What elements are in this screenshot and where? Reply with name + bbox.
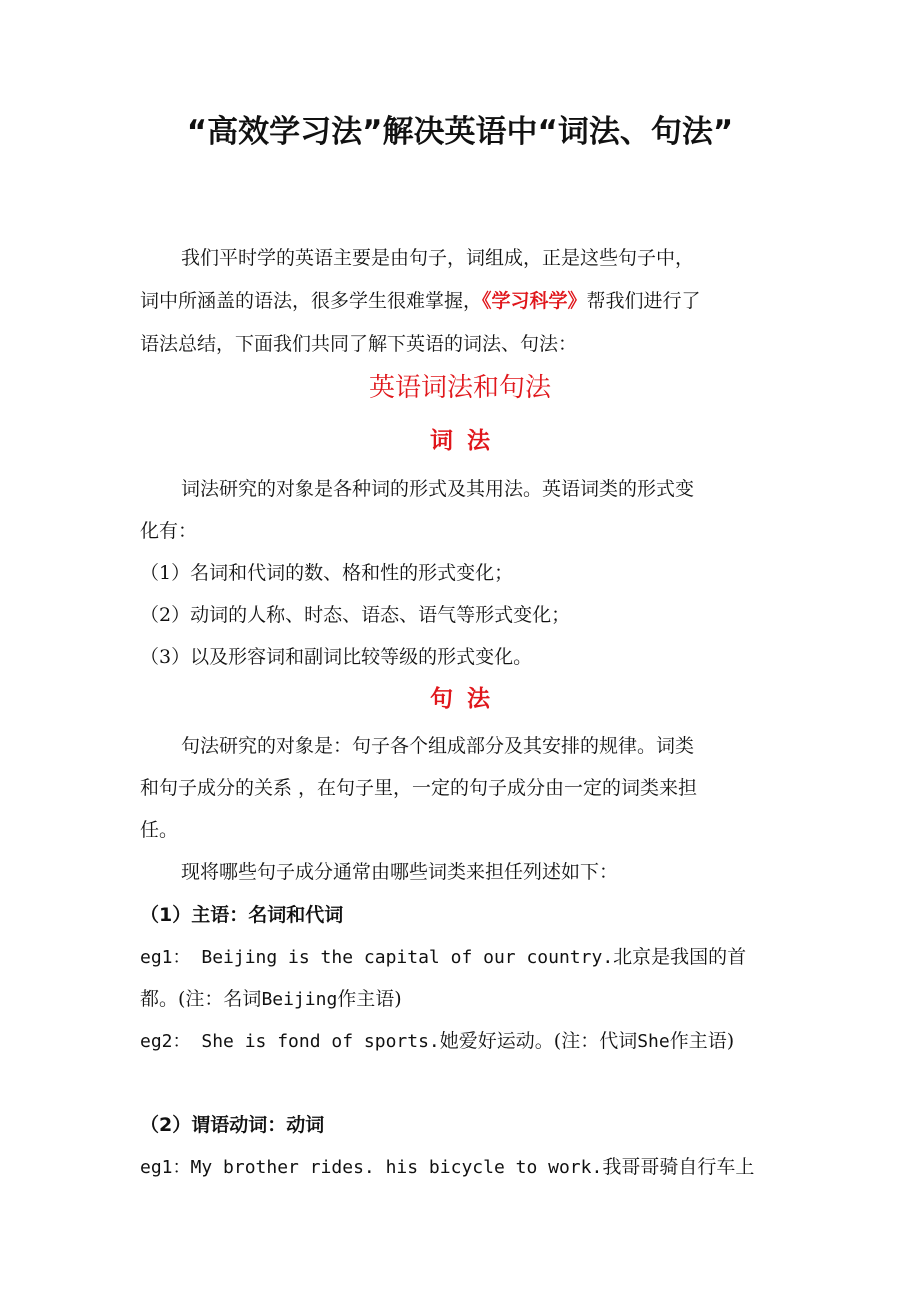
subject-section-heading: （1）主语：名词和代词	[140, 904, 344, 926]
intro-line-2-start: 词中所涵盖的语法，很多学生很难掌握，	[140, 290, 483, 312]
morphology-heading: 词法	[430, 428, 504, 454]
subject-example-1-continued	[140, 986, 402, 1013]
example-chinese: 她爱好运动。	[439, 1030, 554, 1052]
syntax-para-line-1: 句法研究的对象是：句子各个组成部分及其安排的规律。词类	[181, 735, 695, 757]
example-note-start: (注：名词	[178, 988, 262, 1010]
example-note-word: Beijing	[261, 989, 338, 1010]
predicate-section-heading: （2）谓语动词：动词	[140, 1114, 325, 1136]
morphology-para-line-1: 词法研究的对象是各种词的形式及其用法。英语词类的形式变	[181, 478, 695, 500]
syntax-list-intro: 现将哪些句子成分通常由哪些词类来担任列述如下：	[181, 861, 619, 883]
morphology-item-3: （3）以及形容词和副词比较等级的形式变化。	[140, 646, 533, 668]
morphology-para-line-2: 化有：	[140, 520, 198, 542]
example-label: eg1：	[140, 947, 191, 968]
subject-example-2	[140, 1028, 734, 1055]
syntax-para-line-2: 和句子成分的关系 ，在句子里，一定的句子成分由一定的词类来担	[140, 777, 698, 799]
example-note-start: (注：代词	[553, 1030, 638, 1052]
example-english: My brother rides. his bicycle to work.	[190, 1157, 603, 1178]
example-english: She is fond of sports.	[190, 1031, 440, 1052]
example-note-end: 作主语)	[669, 1030, 735, 1052]
intro-line-2-end: 帮我们进行了	[586, 290, 701, 312]
example-chinese: 北京是我国的首	[613, 946, 747, 968]
example-chinese: 我哥哥骑自行车上	[602, 1156, 755, 1178]
intro-line-2	[140, 288, 701, 314]
example-label: eg2：	[140, 1031, 191, 1052]
book-title-highlight: 《学习科学》	[482, 290, 587, 312]
syntax-heading: 句法	[430, 686, 504, 712]
intro-line-3: 语法总结，下面我们共同了解下英语的词法、句法：	[140, 333, 578, 355]
syntax-para-line-3: 任。	[140, 819, 179, 841]
intro-line-1: 我们平时学的英语主要是由句子，词组成，正是这些句子中，	[181, 247, 695, 269]
subject-example-1	[140, 944, 746, 971]
predicate-example-1	[140, 1154, 754, 1181]
morphology-item-2: （2）动词的人称、时态、语态、语气等形式变化；	[140, 604, 571, 626]
example-english: Beijing is the capital of our country.	[190, 947, 614, 968]
main-heading: 英语词法和句法	[368, 373, 551, 403]
example-label: eg1：	[140, 1157, 191, 1178]
example-note-end: 作主语)	[337, 988, 402, 1010]
morphology-item-1: （1）名词和代词的数、格和性的形式变化；	[140, 562, 514, 584]
example-note-word: She	[637, 1031, 670, 1052]
document-title: “高效学习法”解决英语中“词法、句法”	[186, 114, 734, 150]
example-chinese-end: 都。	[140, 988, 179, 1010]
